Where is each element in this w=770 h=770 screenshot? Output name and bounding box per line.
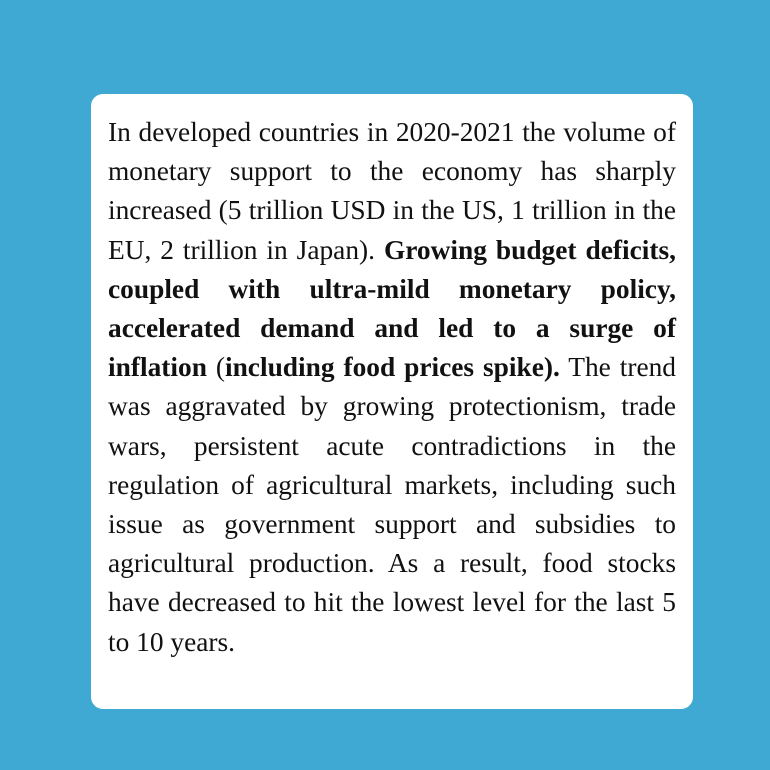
- bold-parenthetical: including food prices spike).: [224, 352, 560, 383]
- intro-text: In developed countries in 2020-2021 the volume of monetary support to the economy has sharply increased (5 trillion USD in the US, 1 trillion in the EU, 2 trillion in Japan).: [108, 117, 676, 265]
- outro-text: The trend was aggravated by growing protectionism, trade wars, persistent acute contradictions in the regulation of agricultural markets, including such issue as government support and subsidies to agricultural production. As a result, food stocks have decreased to hit the lowest level for the last 5 to 10 years.: [108, 352, 676, 657]
- body-paragraph: [108, 113, 676, 662]
- text-card: [91, 94, 693, 709]
- bold-statement: Growing budget deficits, coupled with ultra-mild monetary policy, accelerated demand and led to a surge of inflation: [108, 234, 676, 383]
- open-parenthesis: (: [215, 352, 225, 383]
